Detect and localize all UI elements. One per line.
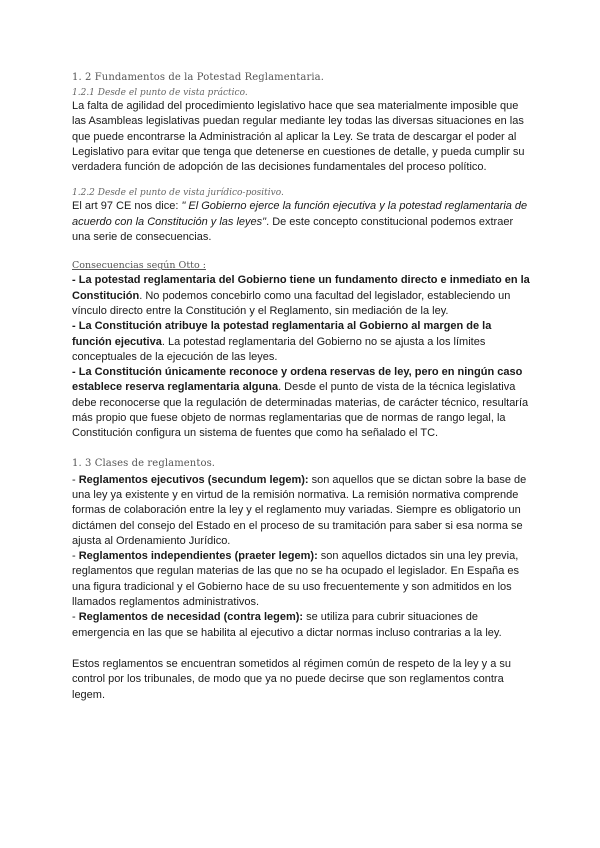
clase-item-prefix: - (72, 473, 79, 486)
section-heading-fundamentos: 1. 2 Fundamentos de la Potestad Reglamentaria. (72, 72, 324, 83)
otto-item-text: . Desde el punto de vista de la técnica legislativa debe reconocerse que la regulación de determinadas materias, de carácter técnico, resultaría más propio que fuese objeto de normas reglamentarias que de normas de rango legal, la Constitución configura un sistema de fuentes que como ha señalado el TC. (72, 381, 529, 440)
otto-item (72, 365, 530, 441)
clase-item (72, 473, 530, 549)
subsection-heading-practico: 1.2.1 Desde el punto de vista práctico. (72, 88, 248, 98)
document-content (72, 72, 530, 703)
paragraph-juridico (72, 199, 530, 245)
clase-item-prefix: - (72, 611, 79, 624)
paragraph-juridico-rest: . De este concepto constitucional podemos extraer una serie de consecuencias. (72, 215, 514, 244)
clase-item-prefix: - (72, 550, 79, 563)
otto-item-bold: - La Constitución únicamente reconoce y ordena reservas de ley, pero en ningún caso establece reserva reglamentaria alguna (72, 366, 523, 394)
clase-item-bold: Reglamentos independientes (praeter legem): (78, 550, 318, 563)
clase-item-text: son aquellos que se dictan sobre la base de una ley ya existente y en virtud de la remisión normativa. La remisión normativa comprende formas de colaboración entre la ley y el reglamento muy variadas. Siempre es obligatorio un dictámen del consejo del Estado en el proceso de su tramitación para saber si esa norma se ajusta al Ordenamiento Jurídico. (72, 473, 527, 547)
otto-heading: Consecuencias según Otto : (72, 260, 206, 272)
clase-item-text: se utiliza para cubrir situaciones de emergencia en las que se habilita al ejecutivo a dictar normas incluso contrarias a la ley. (72, 611, 502, 639)
otto-item-bold: - La potestad reglamentaria del Gobierno tiene un fundamento directo e inmediato en la Constitución (72, 274, 530, 302)
quote-art-97: " El Gobierno ejerce la función ejecutiva y la potestad reglamentaria de acuerdo con la Constitución y las leyes" (72, 200, 528, 228)
subsection-heading-juridico: 1.2.2 Desde el punto de vista jurídico-positivo. (72, 188, 284, 199)
clase-item-bold: Reglamentos ejecutivos (secundum legem): (78, 473, 309, 486)
paragraph-juridico-intro: El art 97 CE nos dice: (72, 200, 182, 213)
paragraph-practico: La falta de agilidad del procedimiento legislativo hace que sea materialmente imposible que las Asambleas legislativas puedan regular mediante ley todas las diversas situaciones en las que puede encontrarse la Administración al aplicar la Ley. Se trata de descargar el poder al Legislativo para evitar que tenga que detenerse en cuestiones de detalle, y pueda cumplir su verdadera función de adopción de las decisiones fundamentales del proceso político. (72, 100, 525, 174)
clase-item (72, 610, 530, 641)
closing-paragraph: Estos reglamentos se encuentran sometidos al régimen común de respeto de la ley y a su control por los tribunales, de modo que ya no puede decirse que son reglamentos contra legem. (72, 657, 512, 701)
otto-item (72, 319, 530, 365)
clase-item-bold: Reglamentos de necesidad (contra legem): (78, 611, 304, 624)
otto-item (72, 273, 530, 319)
clase-item-text: son aquellos dictados sin una ley previa, reglamentos que regulan materias de las que no se ha ocupado el legislador. En España es una figura tradicional y el Gobierno hace de su uso frecuentemente y son admitidos en los llamados reglamentos administrativos. (72, 550, 520, 609)
otto-item-text: . No podemos concebirlo como una facultad del legislador, estableciendo un vínculo directo entre la Constitución y el Reglamento, sin mediación de la ley. (72, 289, 511, 317)
otto-item-text: . La potestad reglamentaria del Gobierno no se ajusta a los límites conceptuales de la ejecución de las leyes. (72, 335, 486, 363)
clase-item (72, 549, 530, 610)
otto-item-bold: - La Constitución atribuye la potestad reglamentaria al Gobierno al margen de la función ejecutiva (72, 320, 492, 348)
section-heading-clases: 1. 3 Clases de reglamentos. (72, 457, 216, 469)
